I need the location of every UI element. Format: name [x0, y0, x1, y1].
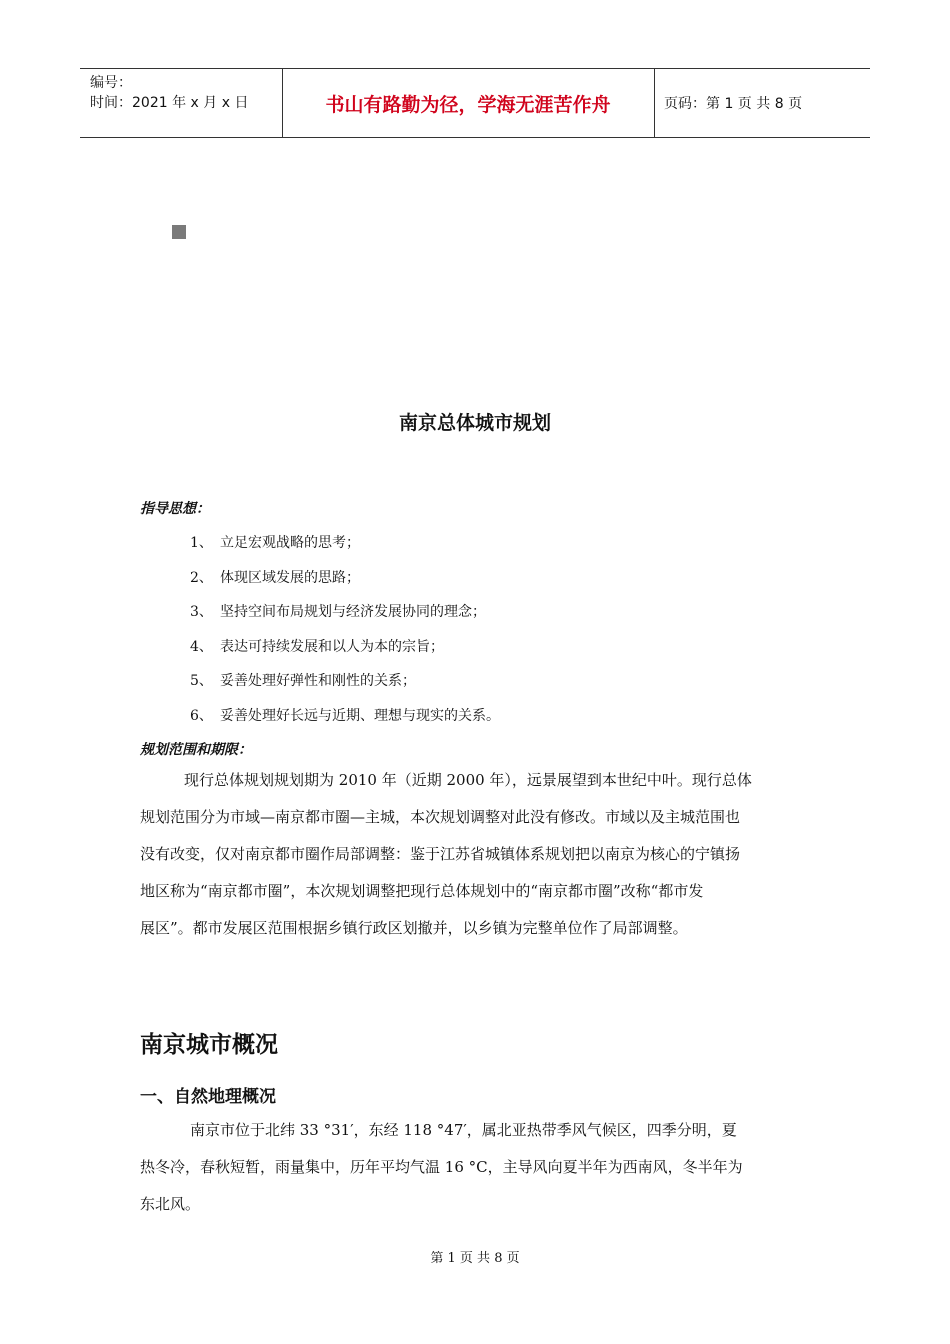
section-heading: 一、自然地理概况 [140, 1087, 276, 1107]
paragraph-line: 东北风。 [140, 1195, 201, 1213]
list-item: 4、 表达可持续发展和以人为本的宗旨； [190, 639, 444, 655]
square-bullet-icon [172, 225, 186, 239]
guiding-heading: 指导思想： [140, 501, 210, 517]
list-item: 6、 妥善处理好长远与近期、理想与现实的关系。 [190, 708, 500, 724]
header-time-label: 时间：2021 年 x 月 x 日 [90, 95, 249, 111]
overview-heading: 南京城市概况 [140, 1032, 278, 1058]
header-page-info: 页码：第 1 页 共 8 页 [664, 96, 803, 112]
paragraph-line: 现行总体规划规划期为 2010 年（近期 2000 年），远景展望到本世纪中叶。现行总体 [184, 771, 752, 789]
list-item: 2、 体现区域发展的思路； [190, 570, 360, 586]
page-header [80, 68, 870, 138]
paragraph-line: 南京市位于北纬 33 °31′，东经 118 °47′，属北亚热带季风气候区，四季分明，夏 [190, 1121, 737, 1139]
header-meta [90, 73, 248, 113]
header-number-label: 编号： [90, 75, 132, 91]
scope-paragraph [140, 762, 812, 947]
paragraph-line: 热冬冷，春秋短暂，雨量集中，历年平均气温 16 °C，主导风向夏半年为西南风，冬半年为 [140, 1158, 743, 1176]
document-title: 南京总体城市规划 [398, 412, 551, 434]
list-item: 5、 妥善处理好弹性和刚性的关系； [190, 673, 416, 689]
header-divider [654, 69, 655, 137]
scope-heading: 规划范围和期限： [140, 742, 252, 758]
page-footer: 第 1 页 共 8 页 [430, 1251, 520, 1266]
header-motto: 书山有路勤为径，学海无涯苦作舟 [325, 93, 611, 116]
paragraph-line: 规划范围分为市域—南京都市圈—主城，本次规划调整对此没有修改。市域以及主城范围也 [140, 808, 741, 826]
list-item: 1、 立足宏观战略的思考； [190, 535, 360, 551]
list-item: 3、 坚持空间布局规划与经济发展协同的理念； [190, 604, 486, 620]
paragraph-line: 地区称为“南京都市圈”，本次规划调整把现行总体规划中的“南京都市圈”改称“都市发 [140, 882, 704, 900]
paragraph-line: 展区”。都市发展区范围根据乡镇行政区划撤并，以乡镇为完整单位作了局部调整。 [140, 919, 688, 937]
paragraph-line: 没有改变，仅对南京都市圈作局部调整：鉴于江苏省城镇体系规划把以南京为核心的宁镇扬 [140, 845, 741, 863]
geography-paragraph [140, 1112, 812, 1223]
